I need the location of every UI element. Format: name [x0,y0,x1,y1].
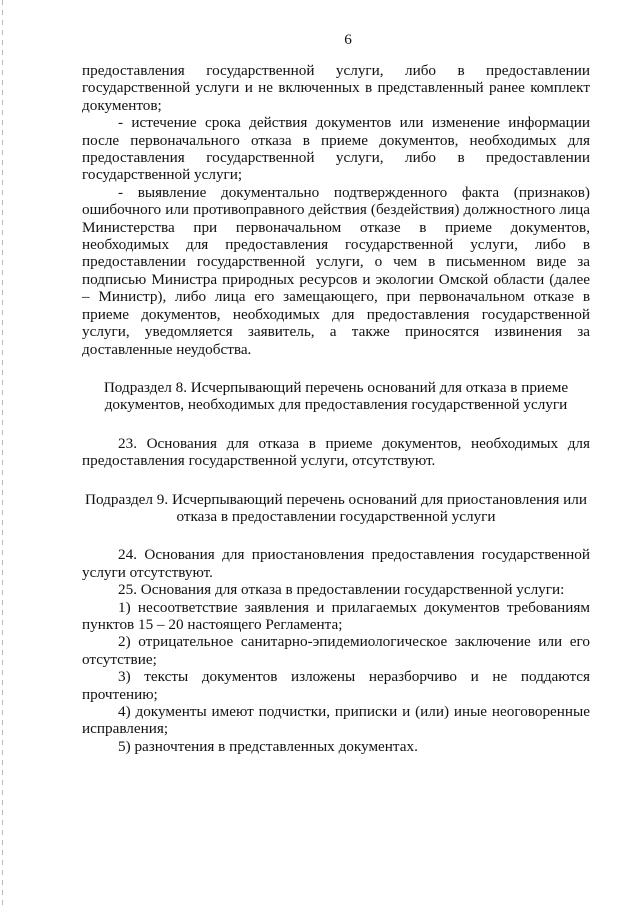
list-item-5: 5) разночтения в представленных документах. [118,737,418,755]
paragraph-25: 25. Основания для отказа в предоставлении государственной услуги: [118,581,565,599]
page-number: 6 [344,31,352,48]
paragraph-expiry-reason: - истечение срока действия документов или изменение информации после первоначального отказа в приеме документов, необходимых для предоставления государственной услуги, либо в предоставлении государственной услуги; [82,114,590,184]
paragraph-24: 24. Основания для приостановления предоставления государственной услуги отсутствуют. [82,546,590,581]
subsection-8-heading: Подраздел 8. Исчерпывающий перечень оснований для отказа в приеме документов, необходимых для предоставления государственной услуги [103,378,569,414]
list-item-3: 3) тексты документов изложены неразборчиво и не поддаются прочтению; [82,668,590,703]
list-item-2: 2) отрицательное санитарно-эпидемиологическое заключение или его отсутствие; [82,633,590,668]
subsection-9-heading: Подраздел 9. Исчерпывающий перечень оснований для приостановления или отказа в предоставлении государственной услуги [85,490,587,525]
scan-edge-line [2,0,3,905]
paragraph-error-reason: - выявление документально подтвержденного факта (признаков) ошибочного или противоправного действия (бездействия) должностного лица Министерства при первоначальном отказе в приеме документов, необходимых для предоставления государственной услуги, либо в предоставлении государственной услуги, о чем в письменном виде за подписью Министра природных ресурсов и экологии Омской области (далее – Министр), либо лица его замещающего, при первоначальном отказе в приеме документов, необходимых для предоставления государственной услуги, уведомляется заявитель, а также приносятся извинения за доставленные неудобства. [82,183,590,358]
list-item-4: 4) документы имеют подчистки, приписки и (или) иные неоговоренные исправления; [82,703,590,738]
paragraph-continuation: предоставления государственной услуги, либо в предоставлении государственной услуги и не включенных в представленный ранее комплект документов; [82,62,590,114]
paragraph-23: 23. Основания для отказа в приеме документов, необходимых для предоставления государственной услуги, отсутствуют. [82,434,590,470]
document-body [82,62,590,755]
list-item-1: 1) несоответствие заявления и прилагаемых документов требованиям пунктов 15 – 20 настоящего Регламента; [82,598,590,633]
